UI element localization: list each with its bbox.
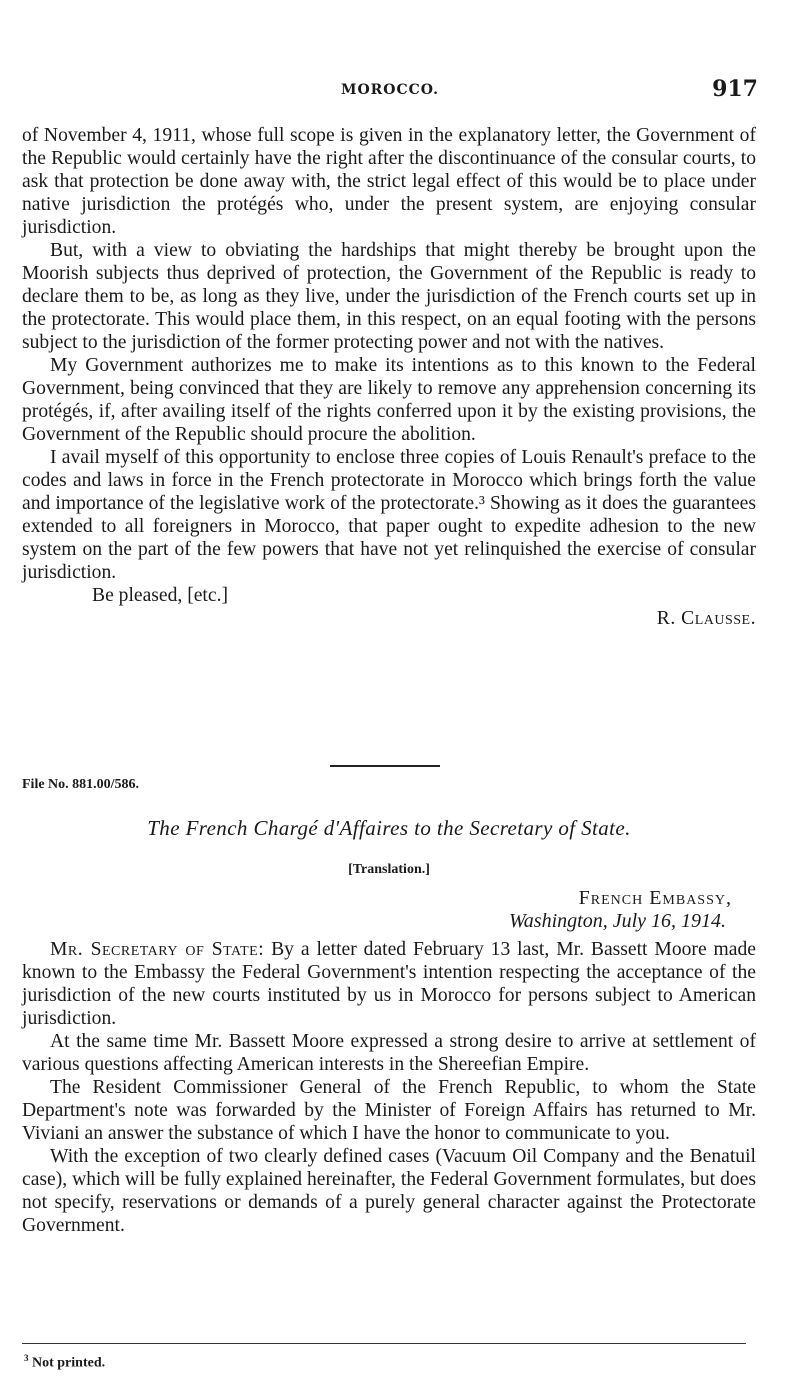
paragraph: of November 4, 1911, whose full scope is given in the explanatory letter, the Government of the Republic would certainly have the right after the discontinuance of the consular courts, to ask that protection be done away with, the strict legal effect of this would be to place under native jurisdiction the protégés who, under the present system, are enjoying consular jurisdiction. xyxy=(22,125,756,238)
letter2-body xyxy=(22,938,756,1237)
footnote-text: Not printed. xyxy=(32,1355,106,1371)
page-number: 917 xyxy=(712,76,758,102)
salutation: Mr. Secretary of State: xyxy=(50,939,265,960)
embassy-line: French Embassy, xyxy=(578,887,732,909)
paragraph: At the same time Mr. Bassett Moore expressed a strong desire to arrive at settlement of various questions affecting American interests in the Shereefian Empire. xyxy=(22,1031,756,1075)
letter-body xyxy=(22,124,756,630)
running-head xyxy=(22,76,758,104)
signature: R. Clausse. xyxy=(656,608,756,629)
document-heading: The French Chargé d'Affaires to the Secretary of State. xyxy=(147,816,631,840)
footnote-marker: 3 xyxy=(24,1353,29,1363)
section-divider xyxy=(330,765,440,767)
file-number: File No. 881.00/586. xyxy=(22,777,140,792)
paragraph: The Resident Commissioner General of the French Republic, to whom the State Department's note was forwarded by the Minister of Foreign Affairs has returned to Mr. Viviani an answer the substance of which I have the honor to communicate to you. xyxy=(22,1077,756,1144)
paragraph: With the exception of two clearly defined cases (Vacuum Oil Company and the Benatuil case), which will be fully explained hereinafter, the Federal Government formulates, but does not specify, reservations or demands of a purely general character against the Protectorate Government. xyxy=(22,1146,756,1236)
paragraph xyxy=(22,938,756,1030)
paragraph: My Government authorizes me to make its intentions as to this known to the Federal Government, being convinced that they are likely to remove any apprehension concerning its protégés, if, after availing itself of the rights conferred upon it by the existing provisions, the Government of the Republic should procure the abolition. xyxy=(22,355,756,445)
closing-line: Be pleased, [etc.] xyxy=(92,585,228,606)
paragraph: But, with a view to obviating the hardships that might thereby be brought upon the Moorish subjects thus deprived of protection, the Government of the Republic is ready to declare them to be, as long as they live, under the jurisdiction of the French courts set up in the protectorate. This would place them, in this respect, on an equal footing with the persons subject to the jurisdiction of the former protecting power and not with the natives. xyxy=(22,240,756,353)
place-date: Washington, July 16, 1914. xyxy=(508,910,726,932)
running-title: MOROCCO. xyxy=(340,82,440,98)
dateline xyxy=(22,887,756,933)
translation-note: [Translation.] xyxy=(348,862,430,877)
footnote-rule xyxy=(22,1343,746,1344)
paragraph: I avail myself of this opportunity to enclose three copies of Louis Renault's preface to the codes and laws in force in the French protectorate in Morocco which brings forth the value and importance of the legislative work of the protectorate.³ Showing as it does the guarantees extended to all foreigners in Morocco, that paper ought to expedite adhesion to the new system on the part of the few powers that have not yet relinquished the exercise of consular jurisdiction. xyxy=(22,447,756,583)
paragraph-text: By a letter dated February 13 last, Mr. Bassett Moore made known to the Embassy the Federal Government's intention respecting the acceptance of the jurisdiction of the new courts instituted by us in Morocco for persons subject to American jurisdiction. xyxy=(22,939,756,1029)
footnote xyxy=(24,1353,105,1372)
